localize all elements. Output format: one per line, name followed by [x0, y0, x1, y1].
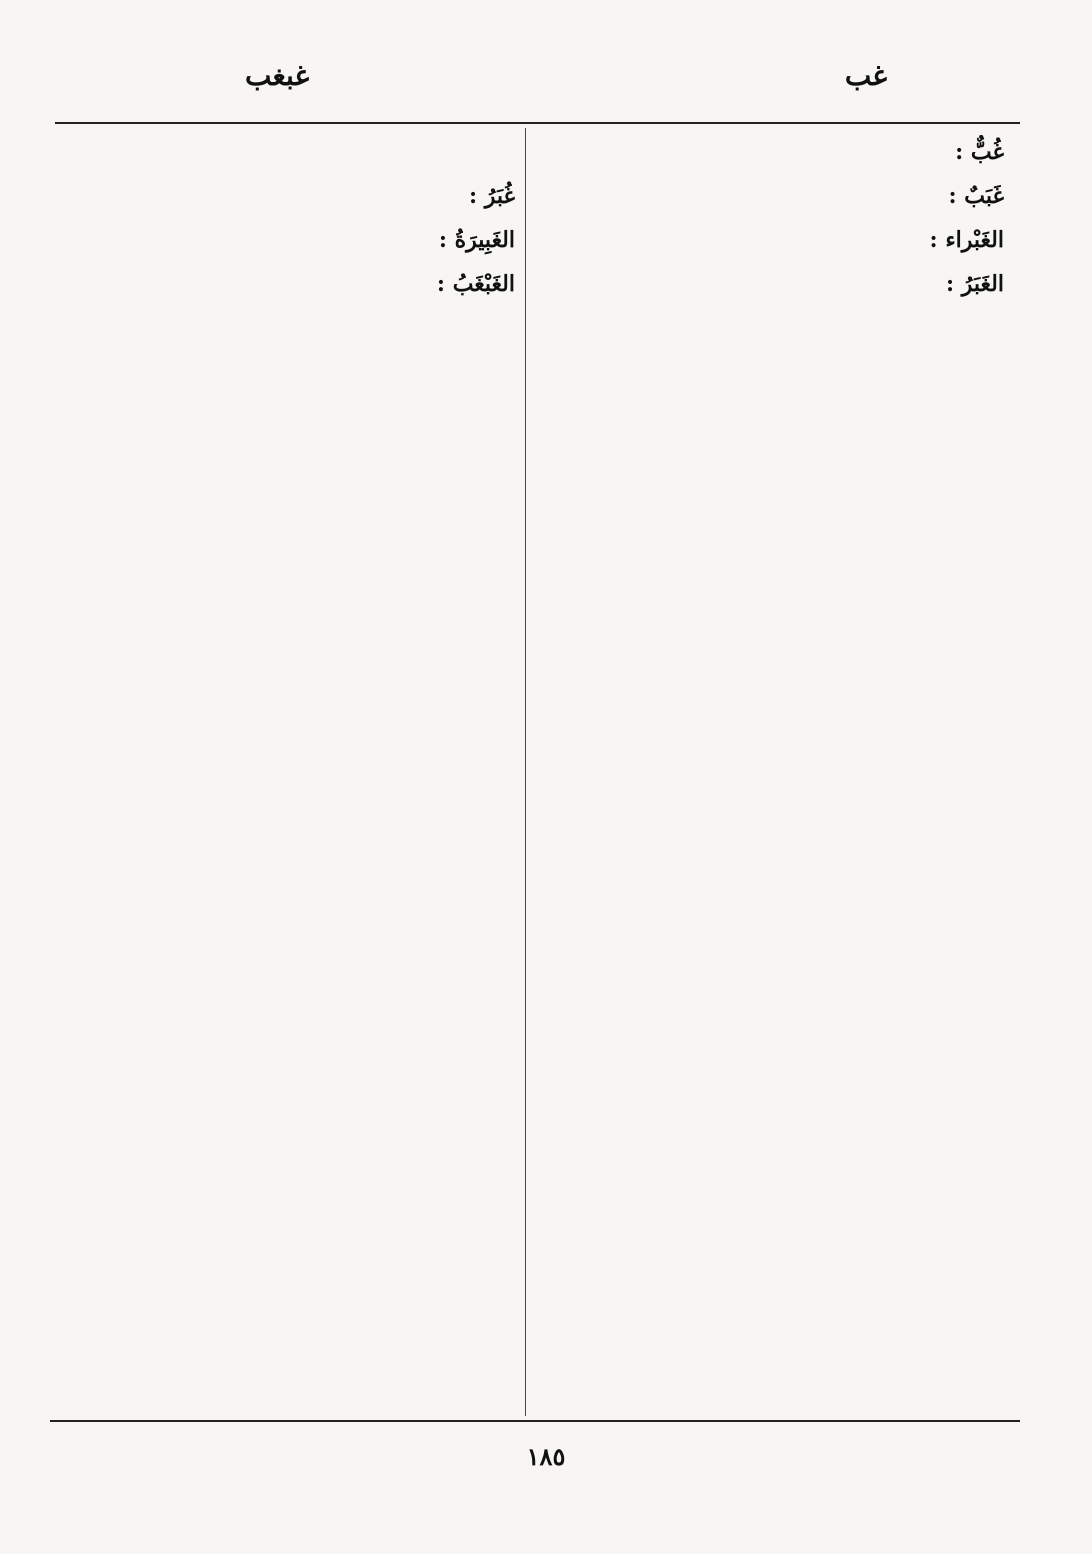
left-column	[60, 135, 515, 1410]
dictionary-entry	[60, 179, 515, 213]
dictionary-entry	[574, 179, 1004, 213]
dictionary-entry	[574, 267, 1004, 301]
header-rule	[55, 122, 1020, 124]
footer-rule	[50, 1420, 1020, 1422]
entry-headword: الغَبْراء :	[929, 227, 1004, 253]
right-column	[574, 135, 1004, 1410]
page-header	[0, 48, 1092, 108]
dictionary-entry	[60, 223, 515, 257]
dictionary-entry	[60, 135, 515, 169]
dictionary-entry	[574, 223, 1004, 257]
dictionary-entry	[574, 135, 1004, 169]
entry-headword: الغَبَرُ :	[946, 271, 1004, 297]
entry-headword: الغَبِيرَةُ :	[438, 227, 515, 253]
entry-headword: غَبَبٌ :	[948, 183, 1004, 209]
entry-headword: غُبٌّ :	[955, 139, 1004, 165]
page-number: ١٨٥	[526, 1442, 566, 1471]
column-divider	[525, 128, 526, 1416]
dictionary-entry	[60, 267, 515, 301]
running-head-left: غبغب	[245, 59, 310, 92]
entry-headword: غُبَرُ :	[468, 183, 515, 209]
running-head-right: غب	[844, 59, 887, 92]
entry-headword: الغَبْغَبُ :	[436, 271, 515, 297]
